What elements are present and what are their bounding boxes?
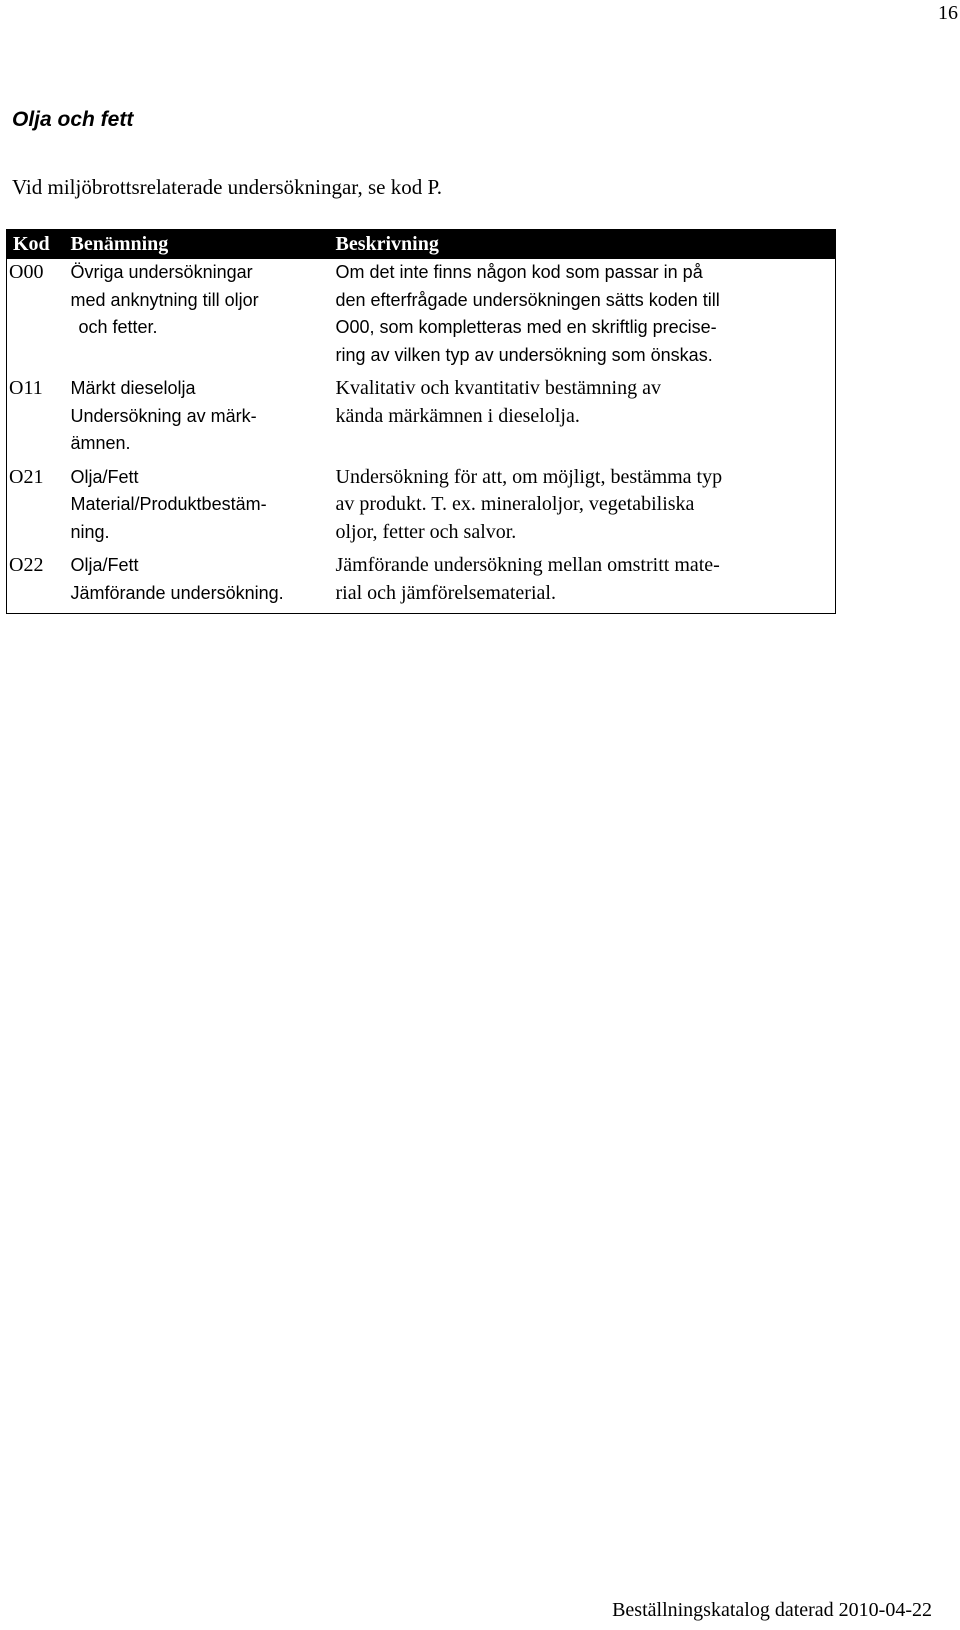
description-cell <box>330 552 836 614</box>
description-line: O00, som kompletteras med en skriftlig precise- <box>335 317 717 337</box>
description-line: oljor, fetter och salvor. <box>335 520 517 543</box>
name-line: Olja/Fett <box>70 466 139 487</box>
name-cell <box>65 464 330 553</box>
header-kod: Kod <box>7 230 65 260</box>
table-row <box>7 375 836 464</box>
description-line: Kvalitativ och kvantitativ bestämning av <box>335 377 661 399</box>
name-cell <box>65 375 330 464</box>
description-line: Jämförande undersökning mellan omstritt mate- <box>335 554 720 576</box>
name-line: Märkt dieselolja <box>70 378 196 398</box>
description-line: kända märkämnen i dieselolja. <box>335 404 580 427</box>
description-cell <box>330 464 836 553</box>
description-cell <box>330 375 836 464</box>
name-line: med anknytning till oljor <box>70 289 259 310</box>
description-line: Om det inte finns någon kod som passar in på <box>335 262 703 282</box>
name-line: Olja/Fett <box>70 555 139 575</box>
name-cell <box>65 552 330 614</box>
header-beskrivning: Beskrivning <box>330 230 836 260</box>
description-line: den efterfrågade undersökningen sätts koden till <box>335 289 720 310</box>
name-line: Jämförande undersökning. <box>70 582 284 603</box>
code-table <box>6 229 836 614</box>
table-header <box>7 230 836 260</box>
description-line: Undersökning för att, om möjligt, bestämma typ <box>335 465 723 488</box>
name-line: Undersökning av märk- <box>70 405 257 426</box>
name-line: Material/Produktbestäm- <box>70 494 267 514</box>
footer-catalog-date: Beställningskatalog daterad 2010-04-22 <box>612 1599 932 1621</box>
name-line: och fetter. <box>78 317 158 337</box>
description-line: av produkt. T. ex. mineraloljor, vegetabiliska <box>335 493 695 515</box>
name-line: ning. <box>70 521 110 542</box>
name-line: ämnen. <box>70 433 131 453</box>
description-cell <box>330 259 836 375</box>
name-line: Övriga undersökningar <box>70 262 253 282</box>
code-cell: O22 <box>9 554 44 576</box>
code-cell: O11 <box>9 377 43 399</box>
name-cell <box>65 259 330 375</box>
code-cell: O00 <box>9 261 44 283</box>
header-benamning: Benämning <box>65 230 330 260</box>
table-row <box>7 464 836 553</box>
intro-text: Vid miljöbrottsrelaterade undersökningar, se kod P. <box>12 175 443 199</box>
table-row <box>7 552 836 614</box>
code-cell: O21 <box>9 465 44 488</box>
section-title: Olja och fett <box>12 108 134 131</box>
description-line: rial och jämförelsematerial. <box>335 581 556 604</box>
table-row <box>7 259 836 375</box>
page-number: 16 <box>938 2 958 24</box>
description-line: ring av vilken typ av undersökning som önskas. <box>335 344 713 365</box>
